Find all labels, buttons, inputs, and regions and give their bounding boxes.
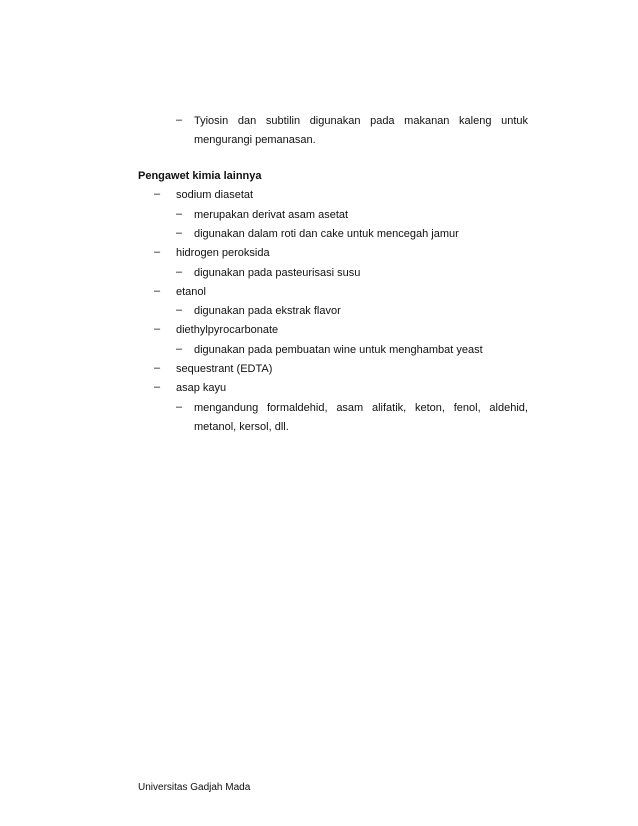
dash-bullet: –	[154, 362, 161, 374]
word: Tyiosin	[194, 115, 229, 127]
word: dan	[237, 115, 257, 127]
word: asam	[336, 402, 364, 414]
word: aldehid,	[489, 402, 528, 414]
sub-item-line-2: metanol, kersol, dll.	[194, 421, 289, 433]
dash-bullet: –	[154, 323, 161, 335]
word: formaldehid,	[267, 402, 328, 414]
dash-bullet: –	[176, 343, 183, 355]
word: makanan	[404, 115, 450, 127]
word: untuk	[501, 115, 528, 127]
word: mengandung	[194, 402, 259, 414]
dash-bullet: –	[154, 246, 161, 258]
dash-bullet: –	[176, 227, 183, 239]
word: digunakan	[309, 115, 361, 127]
sub-item: digunakan dalam roti dan cake untuk mencegah jamur	[194, 228, 459, 240]
list-item-sequestrant: sequestrant (EDTA)	[176, 363, 273, 375]
dash-bullet: –	[154, 188, 161, 200]
word: subtilin	[265, 115, 301, 127]
dash-bullet: –	[176, 401, 183, 413]
top-item-line-2: mengurangi pemanasan.	[194, 134, 316, 146]
dash-bullet: –	[176, 208, 183, 220]
word: keton,	[415, 402, 445, 414]
list-item-asap-kayu: asap kayu	[176, 382, 227, 394]
page-footer: Universitas Gadjah Mada	[138, 782, 251, 793]
sub-item: digunakan pada pembuatan wine untuk menghambat yeast	[194, 344, 483, 356]
word: fenol,	[453, 402, 481, 414]
sub-item: digunakan pada pasteurisasi susu	[194, 267, 361, 279]
top-item-line-1	[194, 114, 528, 128]
dash-bullet: –	[154, 381, 161, 393]
list-item-hidrogen-peroksida: hidrogen peroksida	[176, 247, 270, 259]
dash-bullet: –	[176, 266, 183, 278]
dash-bullet: –	[176, 114, 183, 126]
section-title: Pengawet kimia lainnya	[138, 170, 262, 182]
list-item-etanol: etanol	[176, 286, 206, 298]
dash-bullet: –	[176, 304, 183, 316]
sub-item-line-1	[194, 401, 528, 415]
list-item-sodium-diasetat: sodium diasetat	[176, 189, 254, 201]
word: alifatik,	[371, 402, 407, 414]
sub-item: merupakan derivat asam asetat	[194, 209, 349, 221]
sub-item: digunakan pada ekstrak flavor	[194, 305, 341, 317]
word: kaleng	[459, 115, 492, 127]
list-item-diethylpyrocarbonate: diethylpyrocarbonate	[176, 324, 279, 336]
word: pada	[370, 115, 395, 127]
dash-bullet: –	[154, 285, 161, 297]
